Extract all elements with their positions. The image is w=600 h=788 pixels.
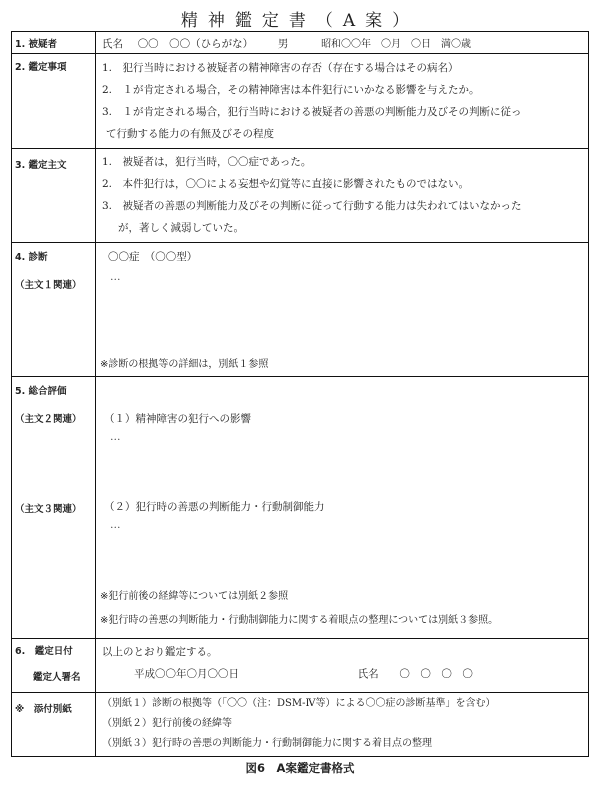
label-diagnosis bbox=[12, 243, 96, 377]
label-date bbox=[12, 639, 96, 693]
evaluation-dots1: … bbox=[110, 431, 121, 443]
evaluation-note2: ※犯行時の善悪の判断能力・行動制御能力に関する着眼点の整理については別紙３参照。 bbox=[100, 615, 499, 626]
label-attachments bbox=[12, 693, 96, 757]
main-line: 2. 本件犯行は，〇〇による妄想や幻覚等に直接に影響されたものではない。 bbox=[102, 178, 470, 190]
attachments-content bbox=[96, 693, 589, 757]
diagnosis-note: ※診断の根拠等の詳細は，別紙１参照 bbox=[100, 359, 269, 370]
label-main-text: 3. 鑑定主文 bbox=[15, 160, 67, 171]
diagnosis-content bbox=[96, 243, 589, 377]
evaluation-note1: ※犯行前後の経緯等については別紙２参照 bbox=[100, 591, 289, 602]
items-line: て行動する能力の有無及びその程度 bbox=[106, 128, 274, 140]
document-title: 精神鑑定書（A案） bbox=[180, 11, 420, 31]
name-label: 氏名 bbox=[102, 38, 123, 50]
date-line: 以上のとおり鑑定する。 bbox=[102, 646, 218, 658]
items-line: 2. １が肯定される場合，その精神障害は本件犯行にいかなる影響を与えたか。 bbox=[102, 84, 480, 96]
label-date-text: 6. 鑑定日付 bbox=[15, 646, 73, 657]
signature-label: 氏名 bbox=[357, 668, 379, 680]
row-evaluation bbox=[12, 377, 589, 639]
diagnosis-dots: … bbox=[110, 271, 121, 283]
items-line: 3. １が肯定される場合，犯行当時における被疑者の善悪の判断能力及びその判断に従っ bbox=[102, 106, 522, 118]
figure-caption: 図6 A案鑑定書格式 bbox=[245, 761, 355, 775]
name-value: 〇〇 〇〇（ひらがな） bbox=[137, 38, 254, 50]
date-content bbox=[96, 639, 589, 693]
label-diagnosis-text: 4. 診断 bbox=[15, 252, 48, 263]
row-main bbox=[12, 149, 589, 243]
row-suspect bbox=[12, 32, 589, 54]
suspect-content bbox=[96, 32, 589, 54]
attachment-line: （別紙２）犯行前後の経緯等 bbox=[102, 718, 232, 729]
items-content bbox=[96, 54, 589, 149]
row-date bbox=[12, 639, 589, 693]
label-evaluation bbox=[12, 377, 96, 639]
label-main bbox=[12, 149, 96, 243]
label-evaluation-sub1: （主文２関連） bbox=[15, 414, 82, 425]
date-text: 平成〇〇年〇月〇〇日 bbox=[134, 668, 239, 680]
row-diagnosis bbox=[12, 243, 589, 377]
main-content bbox=[96, 149, 589, 243]
birth-value: 昭和〇〇年 〇月 〇日 満〇歳 bbox=[321, 39, 472, 50]
row-attachments bbox=[12, 693, 589, 757]
label-attachments-text: ※ 添付別紙 bbox=[15, 704, 72, 715]
main-line: が，著しく減弱していた。 bbox=[118, 222, 244, 234]
row-items bbox=[12, 54, 589, 149]
date-sign-line bbox=[102, 666, 582, 688]
diagnosis-line: 〇〇症 （〇〇型） bbox=[108, 251, 198, 263]
label-items bbox=[12, 54, 96, 149]
main-line: 3. 被疑者の善悪の判断能力及びその判断に従って行動する能力は失われてはいなかった bbox=[102, 200, 522, 212]
label-signature-text: 鑑定人署名 bbox=[33, 672, 81, 683]
label-suspect bbox=[12, 32, 96, 54]
sex-value: 男 bbox=[277, 38, 289, 50]
label-diagnosis-sub: （主文１関連） bbox=[15, 280, 82, 291]
label-evaluation-sub2: （主文３関連） bbox=[15, 504, 82, 515]
signature-value: 〇 〇 〇 〇 bbox=[399, 668, 473, 680]
label-suspect-text: 1. 被疑者 bbox=[15, 39, 58, 50]
evaluation-heading1: （１）精神障害の犯行への影響 bbox=[104, 413, 251, 425]
items-line: 1. 犯行当時における被疑者の精神障害の存否（存在する場合はその病名） bbox=[102, 62, 459, 74]
attachment-line: （別紙３）犯行時の善悪の判断能力・行動制御能力に関する着目点の整理 bbox=[102, 738, 432, 749]
attachment-line: （別紙１）診断の根拠等（「〇〇（注：DSM-Ⅳ等）による〇〇症の診断基準」を含む） bbox=[102, 698, 496, 709]
label-items-text: 2. 鑑定事項 bbox=[15, 62, 67, 73]
label-evaluation-text: 5. 総合評価 bbox=[15, 386, 67, 397]
evaluation-heading2: （２）犯行時の善悪の判断能力・行動制御能力 bbox=[104, 501, 325, 513]
main-line: 1. 被疑者は，犯行当時，〇〇症であった。 bbox=[102, 156, 312, 168]
appraisal-form-table bbox=[11, 31, 589, 757]
evaluation-content bbox=[96, 377, 589, 639]
evaluation-dots2: … bbox=[110, 519, 121, 531]
